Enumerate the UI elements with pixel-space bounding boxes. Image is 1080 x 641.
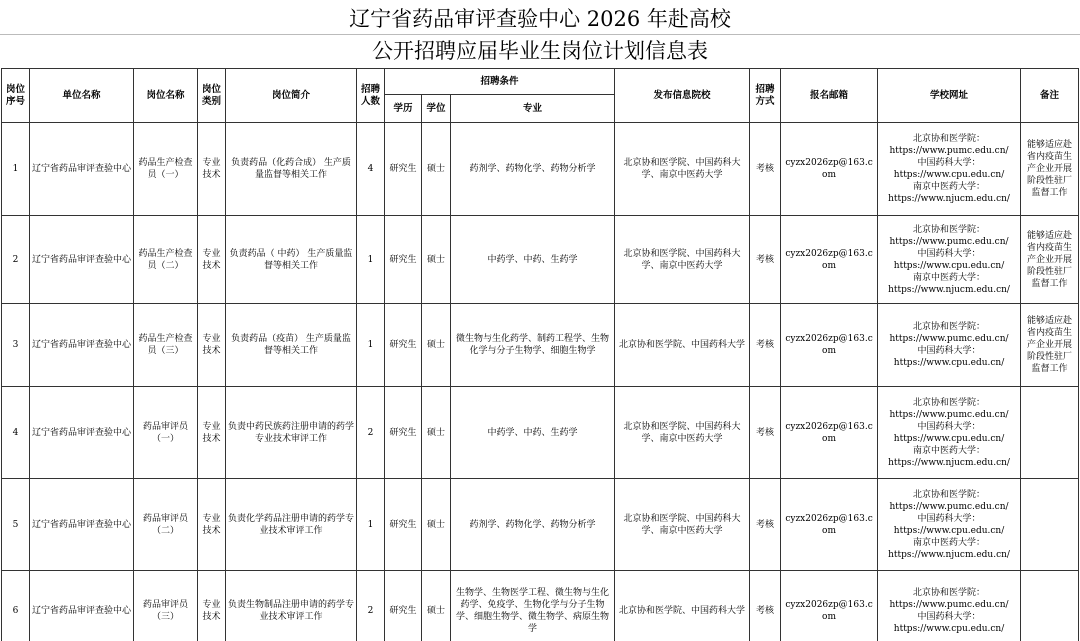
cell-unit: 辽宁省药品审评查验中心 bbox=[30, 216, 134, 304]
cell-seq: 5 bbox=[2, 479, 30, 571]
site-line: 北京协和医学院： bbox=[913, 322, 986, 332]
cell-method: 考核 bbox=[750, 304, 781, 387]
header-unit: 单位名称 bbox=[30, 69, 134, 123]
site-line: 北京协和医学院： bbox=[913, 587, 986, 598]
site-url: https://www.cpu.edu.cn/ bbox=[893, 525, 1005, 536]
site-line: 中国药科大学： bbox=[917, 158, 981, 168]
cell-site bbox=[878, 123, 1021, 216]
table-row bbox=[2, 479, 1079, 571]
cell-note bbox=[1021, 571, 1079, 641]
table-row bbox=[2, 304, 1079, 387]
cell-education: 研究生 bbox=[385, 123, 422, 216]
cell-intro: 负责化学药品注册申请的药学专业技术审评工作 bbox=[226, 479, 357, 571]
cell-note bbox=[1021, 479, 1079, 571]
site-url: https://www.pumc.edu.cn/ bbox=[889, 599, 1009, 610]
cell-school: 北京协和医学院、中国药科大学 bbox=[615, 304, 750, 387]
header-major: 专业 bbox=[451, 95, 615, 123]
cell-degree: 硕士 bbox=[422, 479, 451, 571]
page-title-line-2: 公开招聘应届毕业生岗位计划信息表 bbox=[372, 39, 708, 63]
site-url: https://www.cpu.edu.cn/ bbox=[893, 433, 1005, 444]
cell-seq: 6 bbox=[2, 571, 30, 641]
cell-major: 中药学、中药、生药学 bbox=[451, 387, 615, 479]
cell-degree: 硕士 bbox=[422, 304, 451, 387]
cell-site bbox=[878, 304, 1021, 387]
cell-school: 北京协和医学院、中国药科大学 bbox=[615, 571, 750, 641]
cell-method: 考核 bbox=[750, 571, 781, 641]
cell-major: 微生物与生化药学、制药工程学、生物化学与分子生物学、细胞生物学 bbox=[451, 304, 615, 387]
cell-category: 专业技术 bbox=[198, 571, 226, 641]
site-url: https://www.cpu.edu.cn/ bbox=[893, 623, 1005, 634]
cell-email: cyzx2026zp@163.com bbox=[781, 304, 878, 387]
cell-major: 生物学、生物医学工程、微生物与生化药学、免疫学、生物化学与分子生物学、细胞生物学、微生物学、病原生物学 bbox=[451, 571, 615, 641]
cell-count: 1 bbox=[357, 479, 385, 571]
cell-school: 北京协和医学院、中国药科大学、南京中医药大学 bbox=[615, 216, 750, 304]
cell-method: 考核 bbox=[750, 123, 781, 216]
cell-note: 能够适应赴省内疫苗生产企业开展阶段性驻厂监督工作 bbox=[1021, 216, 1079, 304]
cell-school: 北京协和医学院、中国药科大学、南京中医药大学 bbox=[615, 387, 750, 479]
site-line: 中国药科大学： bbox=[917, 513, 981, 524]
cell-note bbox=[1021, 387, 1079, 479]
cell-school: 北京协和医学院、中国药科大学、南京中医药大学 bbox=[615, 123, 750, 216]
cell-intro: 负责中药民族药注册申请的药学专业技术审评工作 bbox=[226, 387, 357, 479]
cell-unit: 辽宁省药品审评查验中心 bbox=[30, 304, 134, 387]
site-url: https://www.cpu.edu.cn/ bbox=[893, 358, 1005, 368]
header-row-top bbox=[2, 69, 1079, 95]
cell-note: 能够适应赴省内疫苗生产企业开展阶段性驻厂监督工作 bbox=[1021, 123, 1079, 216]
cell-count: 1 bbox=[357, 304, 385, 387]
cell-degree: 硕士 bbox=[422, 123, 451, 216]
cell-intro: 负责药品（疫苗） 生产质量监督等相关工作 bbox=[226, 304, 357, 387]
cell-post: 药品生产检查员（二） bbox=[134, 216, 198, 304]
cell-education: 研究生 bbox=[385, 571, 422, 641]
site-line: 北京协和医学院： bbox=[913, 397, 986, 408]
site-line: 中国药科大学： bbox=[917, 346, 981, 356]
cell-school: 北京协和医学院、中国药科大学、南京中医药大学 bbox=[615, 479, 750, 571]
header-method: 招聘方式 bbox=[750, 69, 781, 123]
site-line: 北京协和医学院： bbox=[913, 489, 986, 500]
header-intro: 岗位简介 bbox=[226, 69, 357, 123]
cell-method: 考核 bbox=[750, 387, 781, 479]
cell-category: 专业技术 bbox=[198, 216, 226, 304]
cell-count: 2 bbox=[357, 387, 385, 479]
site-url: https://www.pumc.edu.cn/ bbox=[889, 409, 1009, 420]
cell-degree: 硕士 bbox=[422, 387, 451, 479]
cell-major: 药剂学、药物化学、药物分析学 bbox=[451, 479, 615, 571]
cell-unit: 辽宁省药品审评查验中心 bbox=[30, 387, 134, 479]
cell-post: 药品生产检查员（三） bbox=[134, 304, 198, 387]
cell-count: 1 bbox=[357, 216, 385, 304]
table-row bbox=[2, 387, 1079, 479]
cell-degree: 硕士 bbox=[422, 216, 451, 304]
cell-email: cyzx2026zp@163.com bbox=[781, 216, 878, 304]
cell-category: 专业技术 bbox=[198, 387, 226, 479]
header-site: 学校网址 bbox=[878, 69, 1021, 123]
cell-intro: 负责药品（化药合成） 生产质量监督等相关工作 bbox=[226, 123, 357, 216]
cell-site bbox=[878, 479, 1021, 571]
page-title-line-1: 辽宁省药品审评查验中心 2026 年赴高校 bbox=[349, 7, 731, 31]
cell-seq: 1 bbox=[2, 123, 30, 216]
header-note: 备注 bbox=[1021, 69, 1079, 123]
cell-seq: 3 bbox=[2, 304, 30, 387]
cell-method: 考核 bbox=[750, 216, 781, 304]
cell-post: 药品审评员（一） bbox=[134, 387, 198, 479]
cell-post: 药品审评员（二） bbox=[134, 479, 198, 571]
cell-category: 专业技术 bbox=[198, 304, 226, 387]
cell-education: 研究生 bbox=[385, 216, 422, 304]
cell-email: cyzx2026zp@163.com bbox=[781, 479, 878, 571]
cell-site bbox=[878, 387, 1021, 479]
title-divider bbox=[0, 34, 1080, 35]
cell-unit: 辽宁省药品审评查验中心 bbox=[30, 479, 134, 571]
site-line: 南京中医药大学： bbox=[913, 182, 986, 192]
site-line: 南京中医药大学： bbox=[913, 537, 986, 548]
cell-major: 药剂学、药物化学、药物分析学 bbox=[451, 123, 615, 216]
cell-method: 考核 bbox=[750, 479, 781, 571]
header-email: 报名邮箱 bbox=[781, 69, 878, 123]
header-post: 岗位名称 bbox=[134, 69, 198, 123]
site-line: 北京协和医学院： bbox=[913, 224, 986, 235]
cell-post: 药品审评员（三） bbox=[134, 571, 198, 641]
site-url: https://www.njucm.edu.cn/ bbox=[888, 457, 1010, 468]
cell-major: 中药学、中药、生药学 bbox=[451, 216, 615, 304]
site-url: https://www.cpu.edu.cn/ bbox=[893, 260, 1005, 271]
cell-education: 研究生 bbox=[385, 387, 422, 479]
cell-count: 2 bbox=[357, 571, 385, 641]
site-line: 中国药科大学： bbox=[917, 611, 981, 622]
header-conditions: 招聘条件 bbox=[385, 69, 615, 95]
header-seq: 岗位序号 bbox=[2, 69, 30, 123]
table-row bbox=[2, 216, 1079, 304]
cell-note: 能够适应赴省内疫苗生产企业开展阶段性驻厂监督工作 bbox=[1021, 304, 1079, 387]
cell-degree: 硕士 bbox=[422, 571, 451, 641]
cell-email: cyzx2026zp@163.com bbox=[781, 571, 878, 641]
header-category: 岗位类别 bbox=[198, 69, 226, 123]
site-line: 北京协和医学院： bbox=[913, 134, 986, 144]
site-line: 中国药科大学： bbox=[917, 248, 981, 259]
site-url: https://www.pumc.edu.cn/ bbox=[889, 334, 1009, 344]
cell-email: cyzx2026zp@163.com bbox=[781, 123, 878, 216]
site-url: https://www.pumc.edu.cn/ bbox=[889, 146, 1009, 156]
cell-seq: 4 bbox=[2, 387, 30, 479]
cell-unit: 辽宁省药品审评查验中心 bbox=[30, 571, 134, 641]
cell-email: cyzx2026zp@163.com bbox=[781, 387, 878, 479]
site-url: https://www.njucm.edu.cn/ bbox=[888, 549, 1010, 560]
site-line: 南京中医药大学： bbox=[913, 272, 986, 283]
cell-count: 4 bbox=[357, 123, 385, 216]
cell-education: 研究生 bbox=[385, 479, 422, 571]
header-count: 招聘人数 bbox=[357, 69, 385, 123]
table-row bbox=[2, 571, 1079, 641]
site-url: https://www.njucm.edu.cn/ bbox=[888, 284, 1010, 295]
cell-unit: 辽宁省药品审评查验中心 bbox=[30, 123, 134, 216]
site-url: https://www.pumc.edu.cn/ bbox=[889, 501, 1009, 512]
cell-intro: 负责药品（ 中药） 生产质量监督等相关工作 bbox=[226, 216, 357, 304]
site-url: https://www.pumc.edu.cn/ bbox=[889, 236, 1009, 247]
header-school: 发布信息院校 bbox=[615, 69, 750, 123]
cell-post: 药品生产检查员（一） bbox=[134, 123, 198, 216]
cell-site bbox=[878, 571, 1021, 641]
cell-site bbox=[878, 216, 1021, 304]
site-line: 南京中医药大学： bbox=[913, 445, 986, 456]
cell-intro: 负责生物制品注册申请的药学专业技术审评工作 bbox=[226, 571, 357, 641]
cell-category: 专业技术 bbox=[198, 479, 226, 571]
header-degree: 学位 bbox=[422, 95, 451, 123]
site-url: https://www.cpu.edu.cn/ bbox=[893, 170, 1005, 180]
site-url: https://www.njucm.edu.cn/ bbox=[888, 194, 1010, 204]
header-education: 学历 bbox=[385, 95, 422, 123]
recruitment-table bbox=[1, 68, 1079, 641]
site-line: 中国药科大学： bbox=[917, 421, 981, 432]
cell-category: 专业技术 bbox=[198, 123, 226, 216]
table-row bbox=[2, 123, 1079, 216]
cell-education: 研究生 bbox=[385, 304, 422, 387]
cell-seq: 2 bbox=[2, 216, 30, 304]
